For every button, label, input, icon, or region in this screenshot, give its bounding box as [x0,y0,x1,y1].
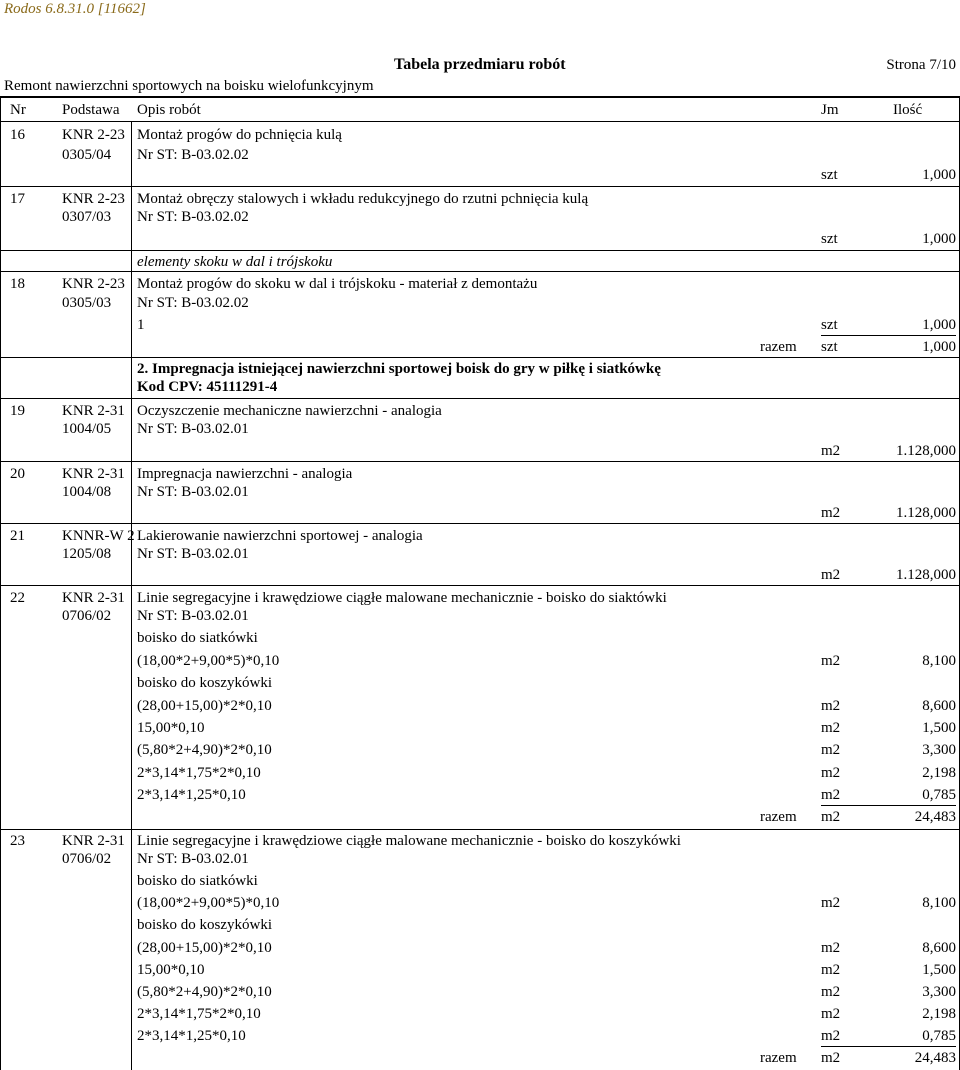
item-description: Oczyszczenie mechaniczne nawierzchni - analogia [137,403,442,419]
chapter-cpv: Kod CPV: 45111291-4 [137,379,278,395]
item-nr: 18 [10,276,25,292]
calc-unit: m2 [821,720,841,736]
item-code: KNR 2-23 [62,191,125,207]
item-code-2: 1205/08 [62,546,112,562]
calc-unit: m2 [821,1006,841,1022]
item-code-2: 1004/05 [62,421,112,437]
item-description: Impregnacja nawierzchni - analogia [137,466,353,482]
item-description: Linie segregacyjne i krawędziowe ciągłe malowane mechanicznie - boisko do siaktówki [137,590,667,606]
table-column-divider [131,121,132,1070]
item-code: KNR 2-23 [62,127,125,143]
calc-line: (5,80*2+4,90)*2*0,10 [137,984,272,1000]
row-separator [0,398,960,399]
calc-line: boisko do siatkówki [137,630,258,646]
calc-line: (18,00*2+9,00*5)*0,10 [137,653,280,669]
item-code: KNR 2-31 [62,833,125,849]
item-unit: m2 [821,505,841,521]
item-unit: szt [821,317,838,333]
row-separator [0,271,960,272]
item-quantity: 1,000 [922,167,956,183]
sum-rule [821,805,956,806]
table-title: Tabela przedmiaru robót [394,56,566,73]
item-spec: Nr ST: B-03.02.02 [137,295,249,311]
item-quantity: 1,000 [922,317,956,333]
col-header-opis: Opis robót [137,102,201,118]
calc-unit: m2 [821,1028,841,1044]
calc-quantity: 1,500 [922,962,956,978]
calc-line: 2*3,14*1,75*2*0,10 [137,765,261,781]
col-header-jm: Jm [821,102,839,118]
item-quantity: 1.128,000 [896,505,956,521]
item-spec: Nr ST: B-03.02.01 [137,851,249,867]
item-nr: 16 [10,127,25,143]
item-spec: Nr ST: B-03.02.01 [137,421,249,437]
item-code-2: 1004/08 [62,484,112,500]
razem-unit: m2 [821,809,841,825]
chapter-heading: 2. Impregnacja istniejącej nawierzchni sportowej boisk do gry w piłkę i siatkówkę [137,361,661,377]
item-code: KNNR-W 2 [62,528,135,544]
item-code-2: 0706/02 [62,608,112,624]
calc-unit: m2 [821,895,841,911]
row-separator [0,829,960,830]
calc-line: (28,00+15,00)*2*0,10 [137,940,272,956]
calc-unit: m2 [821,984,841,1000]
row-separator [0,461,960,462]
item-unit: szt [821,167,838,183]
calc-unit: m2 [821,698,841,714]
item-nr: 20 [10,466,25,482]
item-description: Linie segregacyjne i krawędziowe ciągłe malowane mechanicznie - boisko do koszykówki [137,833,681,849]
item-spec: Nr ST: B-03.02.01 [137,484,249,500]
item-nr: 21 [10,528,25,544]
item-description: Montaż obręczy stalowych i wkładu redukcyjnego do rzutni pchnięcia kulą [137,191,589,207]
item-code-2: 0305/03 [62,295,112,311]
row-separator [0,250,960,251]
item-code: KNR 2-31 [62,590,125,606]
page-number: Strona 7/10 [886,57,956,73]
calc-line: (18,00*2+9,00*5)*0,10 [137,895,280,911]
item-description: Lakierowanie nawierzchni sportowej - analogia [137,528,423,544]
header-top-rule [0,96,960,98]
calc-unit: m2 [821,940,841,956]
row-separator [0,357,960,358]
item-spec: Nr ST: B-03.02.02 [137,209,249,225]
item-nr: 23 [10,833,25,849]
col-header-podstawa: Podstawa [62,102,120,118]
razem-quantity: 24,483 [914,809,956,825]
calc-line: boisko do siatkówki [137,873,258,889]
razem-quantity: 1,000 [922,339,956,355]
calc-line: boisko do koszykówki [137,917,272,933]
calc-quantity: 0,785 [922,1028,956,1044]
calc-line: boisko do koszykówki [137,675,272,691]
item-nr: 19 [10,403,25,419]
calc-quantity: 8,100 [922,895,956,911]
header-bottom-rule [0,121,960,122]
calc-quantity: 8,600 [922,940,956,956]
row-separator [0,585,960,586]
row-separator [0,523,960,524]
item-quantity: 1,000 [922,231,956,247]
row-separator [0,186,960,187]
razem-quantity: 24,483 [914,1050,956,1066]
section-heading: elementy skoku w dal i trójskoku [137,254,333,270]
sum-rule [821,1046,956,1047]
item-code-2: 0706/02 [62,851,112,867]
calc-line: 1 [137,317,145,333]
calc-unit: m2 [821,765,841,781]
item-quantity: 1.128,000 [896,443,956,459]
razem-unit: szt [821,339,838,355]
col-header-nr: Nr [10,102,26,118]
calc-line: 2*3,14*1,25*0,10 [137,1028,246,1044]
calc-quantity: 8,600 [922,698,956,714]
project-name: Remont nawierzchni sportowych na boisku wielofunkcyjnym [4,78,374,94]
sum-rule [821,335,956,336]
calc-quantity: 3,300 [922,984,956,1000]
calc-unit: m2 [821,653,841,669]
calc-line: (5,80*2+4,90)*2*0,10 [137,742,272,758]
item-unit: m2 [821,567,841,583]
col-header-ilosc: Ilość [893,102,923,118]
razem-label: razem [760,339,797,355]
item-spec: Nr ST: B-03.02.02 [137,147,249,163]
calc-line: 15,00*0,10 [137,720,205,736]
calc-quantity: 3,300 [922,742,956,758]
item-spec: Nr ST: B-03.02.01 [137,608,249,624]
item-description: Montaż progów do skoku w dal i trójskoku - materiał z demontażu [137,276,538,292]
item-nr: 17 [10,191,25,207]
calc-quantity: 0,785 [922,787,956,803]
razem-label: razem [760,809,797,825]
calc-line: 2*3,14*1,75*2*0,10 [137,1006,261,1022]
item-code: KNR 2-23 [62,276,125,292]
calc-line: (28,00+15,00)*2*0,10 [137,698,272,714]
calc-unit: m2 [821,742,841,758]
calc-quantity: 2,198 [922,765,956,781]
item-nr: 22 [10,590,25,606]
calc-unit: m2 [821,962,841,978]
calc-quantity: 8,100 [922,653,956,669]
calc-quantity: 2,198 [922,1006,956,1022]
calc-line: 2*3,14*1,25*0,10 [137,787,246,803]
item-code-2: 0307/03 [62,209,112,225]
razem-label: razem [760,1050,797,1066]
calc-line: 15,00*0,10 [137,962,205,978]
table-left-border [0,96,1,1070]
item-unit: m2 [821,443,841,459]
razem-unit: m2 [821,1050,841,1066]
calc-unit: m2 [821,787,841,803]
calc-quantity: 1,500 [922,720,956,736]
app-title: Rodos 6.8.31.0 [11662] [4,1,146,17]
item-code: KNR 2-31 [62,466,125,482]
item-quantity: 1.128,000 [896,567,956,583]
item-code-2: 0305/04 [62,147,112,163]
item-code: KNR 2-31 [62,403,125,419]
item-description: Montaż progów do pchnięcia kulą [137,127,342,143]
item-spec: Nr ST: B-03.02.01 [137,546,249,562]
item-unit: szt [821,231,838,247]
